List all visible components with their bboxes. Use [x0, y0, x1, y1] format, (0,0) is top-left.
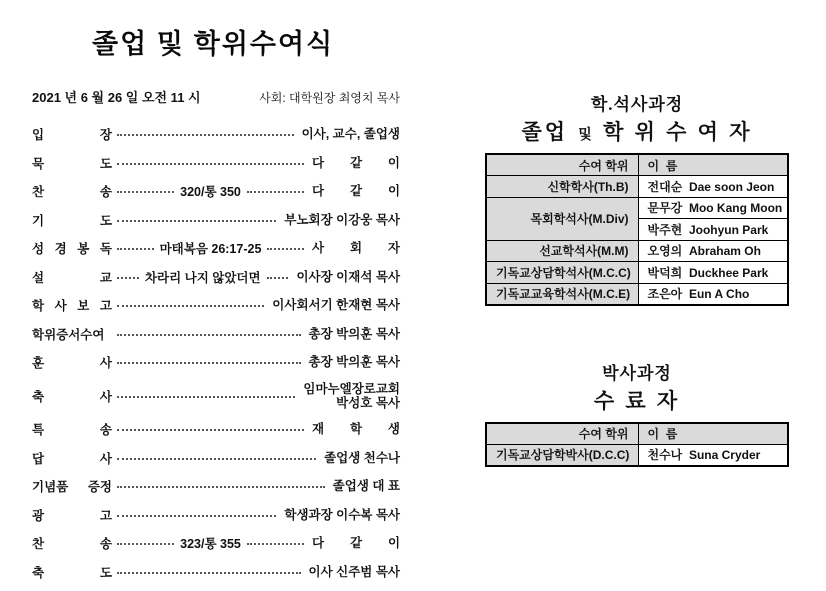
program-row: [32, 449, 400, 467]
program-row: [32, 296, 400, 314]
dot-leader: [117, 277, 139, 279]
program-item-presenter: [333, 479, 400, 493]
program-row: [32, 534, 400, 552]
presenter-line: 임마누엘장로교회: [303, 381, 400, 396]
name-cell: 전대순 Dae soon Jeon: [638, 176, 788, 198]
dot-leader: [117, 334, 301, 336]
degree-cell: 신학학사(Th.B): [486, 176, 638, 198]
program-item-label: 찬 송: [32, 185, 112, 199]
program-row: [32, 211, 400, 229]
program-list: [32, 125, 400, 581]
program-item-label: 설 교: [32, 270, 112, 285]
presenter-line: 박성호 목사: [336, 395, 400, 410]
program-item-presenter: [312, 422, 400, 436]
program-item-label: 기 도: [32, 213, 112, 228]
name-cell: 문무강 Moo Kang Moon: [638, 197, 788, 219]
program-item-presenter: [272, 298, 400, 312]
presenter-line: 이사장 이재석 목사: [296, 269, 401, 284]
date-row: [32, 87, 400, 106]
graduates-page: [485, 90, 789, 467]
table-header-row: [486, 423, 788, 445]
degree-cell: 기독교교육학석사(M.C.E): [486, 283, 638, 305]
ceremony-datetime: 2021 년 6 월 26 일 오전 11 시: [32, 90, 201, 105]
dot-leader: [117, 396, 295, 398]
program-row: [32, 477, 400, 495]
masters-subtitle: 학.석사과정: [590, 95, 684, 114]
dot-leader: [117, 572, 301, 574]
program-item-label: 학 사 보 고: [32, 299, 112, 313]
program-item-presenter: [309, 327, 400, 341]
dot-leader: [117, 220, 276, 222]
doctoral-roster-table: [485, 422, 789, 467]
program-item-presenter: [309, 565, 400, 579]
presenter-line: 재 학 생: [312, 422, 400, 436]
table-header-name: 이 름: [638, 154, 788, 176]
dot-leader: [247, 543, 304, 545]
dot-leader: [117, 429, 304, 431]
table-header-degree: 수여 학위: [486, 423, 638, 445]
table-row: [486, 197, 788, 219]
program-item-presenter: [312, 156, 400, 170]
presenter-line: 졸업생 대 표: [332, 479, 400, 493]
program-row: [32, 325, 400, 343]
dot-leader: [117, 305, 264, 307]
presenter-line: 총장 박의훈 목사: [308, 355, 400, 369]
dot-leader: [117, 543, 174, 545]
doctoral-title: 수 료 자: [593, 388, 681, 413]
table-row: [486, 283, 788, 305]
page-title: 졸업 및 학위수여식: [92, 29, 335, 59]
presenter-line: 이사, 교수, 졸업생: [301, 127, 400, 141]
name-cell: 천수나 Suna Cryder: [638, 444, 788, 466]
dot-leader: [267, 248, 304, 250]
program-item-detail: 차라리 나지 않았더면: [144, 270, 261, 285]
program-item-detail: 323/통 355: [180, 537, 241, 551]
dot-leader: [117, 362, 301, 364]
name-cell: 박주현 Joohyun Park: [638, 219, 788, 241]
presenter-line: 졸업생 천수나: [324, 450, 400, 465]
dot-leader: [117, 191, 174, 193]
dot-leader: [247, 191, 304, 193]
degree-cell: 목회학석사(M.Div): [486, 197, 638, 240]
program-item-presenter: [284, 508, 400, 522]
program-item-presenter: [284, 213, 400, 227]
presenter-line: 총장 박의훈 목사: [308, 326, 400, 341]
masters-title-mid: 및: [578, 128, 593, 143]
program-row: [32, 268, 400, 286]
presenter-line: 이사 신주범 목사: [308, 564, 400, 579]
degree-cell: 기독교상담학박사(D.C.C): [486, 444, 638, 466]
table-row: [486, 444, 788, 466]
dot-leader: [117, 515, 276, 517]
dot-leader: [117, 163, 304, 165]
masters-roster-table: [485, 153, 789, 306]
program-item-label: 특 송: [32, 423, 112, 437]
presenter-line: 이사회서기 한재현 목사: [272, 298, 400, 312]
dot-leader: [117, 458, 316, 460]
table-header-degree: 수여 학위: [486, 154, 638, 176]
program-item-presenter: [303, 382, 400, 410]
degree-cell: 기독교상담학석사(M.C.C): [486, 262, 638, 284]
doctoral-subtitle: 박사과정: [602, 363, 672, 383]
name-cell: 오영의 Abraham Oh: [638, 240, 788, 262]
program-item-presenter: [312, 241, 400, 255]
program-item-label: 성 경 봉 독: [32, 242, 112, 256]
table-row: [486, 262, 788, 284]
program-item-label: 찬 송: [32, 537, 112, 551]
mc-credit: 사회: 대학원장 최영치 목사: [259, 91, 400, 105]
program-row: [32, 563, 400, 581]
program-item-label: 훈 사: [32, 356, 112, 370]
presenter-line: 다 같 이: [312, 536, 401, 550]
doctoral-section: [485, 359, 789, 467]
ceremony-order-page: [32, 22, 400, 591]
program-item-detail: 마태복음 26:17-25: [159, 242, 262, 256]
masters-title-part2: 학 위 수 여 자: [603, 120, 753, 144]
program-item-label: 축 도: [32, 565, 112, 580]
table-header-row: [486, 154, 788, 176]
program-item-label: 광 고: [32, 508, 112, 523]
presenter-line: 부노회장 이강웅 목사: [284, 212, 400, 227]
program-item-label: 묵 도: [32, 156, 112, 171]
dot-leader: [117, 134, 294, 136]
program-row: [32, 353, 400, 371]
program-item-presenter: [324, 451, 400, 465]
program-item-presenter: [312, 184, 400, 198]
program-item-label: 기념품 증정: [32, 480, 112, 494]
table-header-name: 이 름: [638, 423, 788, 445]
masters-title-part1: 졸업: [521, 120, 569, 144]
table-row: [486, 240, 788, 262]
name-cell: 박덕희 Duckhee Park: [638, 262, 788, 284]
program-item-detail: 320/통 350: [180, 185, 241, 199]
program-item-presenter: [302, 127, 400, 141]
program-row: [32, 239, 400, 257]
program-row: [32, 182, 400, 200]
program-item-presenter: [296, 270, 400, 284]
program-row: [32, 506, 400, 524]
program-item-label: 축 사: [32, 389, 112, 404]
degree-cell: 선교학석사(M.M): [486, 240, 638, 262]
program-row: [32, 420, 400, 438]
dot-leader: [117, 486, 325, 488]
presenter-line: 학생과장 이수복 목사: [284, 507, 400, 522]
program-row: [32, 125, 400, 143]
presenter-line: 사 회 자: [312, 241, 400, 255]
program-item-presenter: [309, 355, 400, 369]
name-cell: 조은아 Eun A Cho: [638, 283, 788, 305]
program-item-label: 답 사: [32, 451, 112, 466]
presenter-line: 다 같 이: [312, 155, 400, 170]
presenter-line: 다 같 이: [312, 184, 401, 198]
program-item-label: 학위증서수여: [32, 327, 105, 342]
dot-leader: [267, 277, 289, 279]
masters-title: [485, 116, 789, 146]
table-row: [486, 176, 788, 198]
program-item-presenter: [312, 536, 400, 550]
program-row: [32, 154, 400, 172]
program-row: [32, 382, 400, 410]
masters-section: [485, 90, 789, 306]
dot-leader: [117, 248, 154, 250]
program-item-label: 입 장: [32, 128, 112, 142]
